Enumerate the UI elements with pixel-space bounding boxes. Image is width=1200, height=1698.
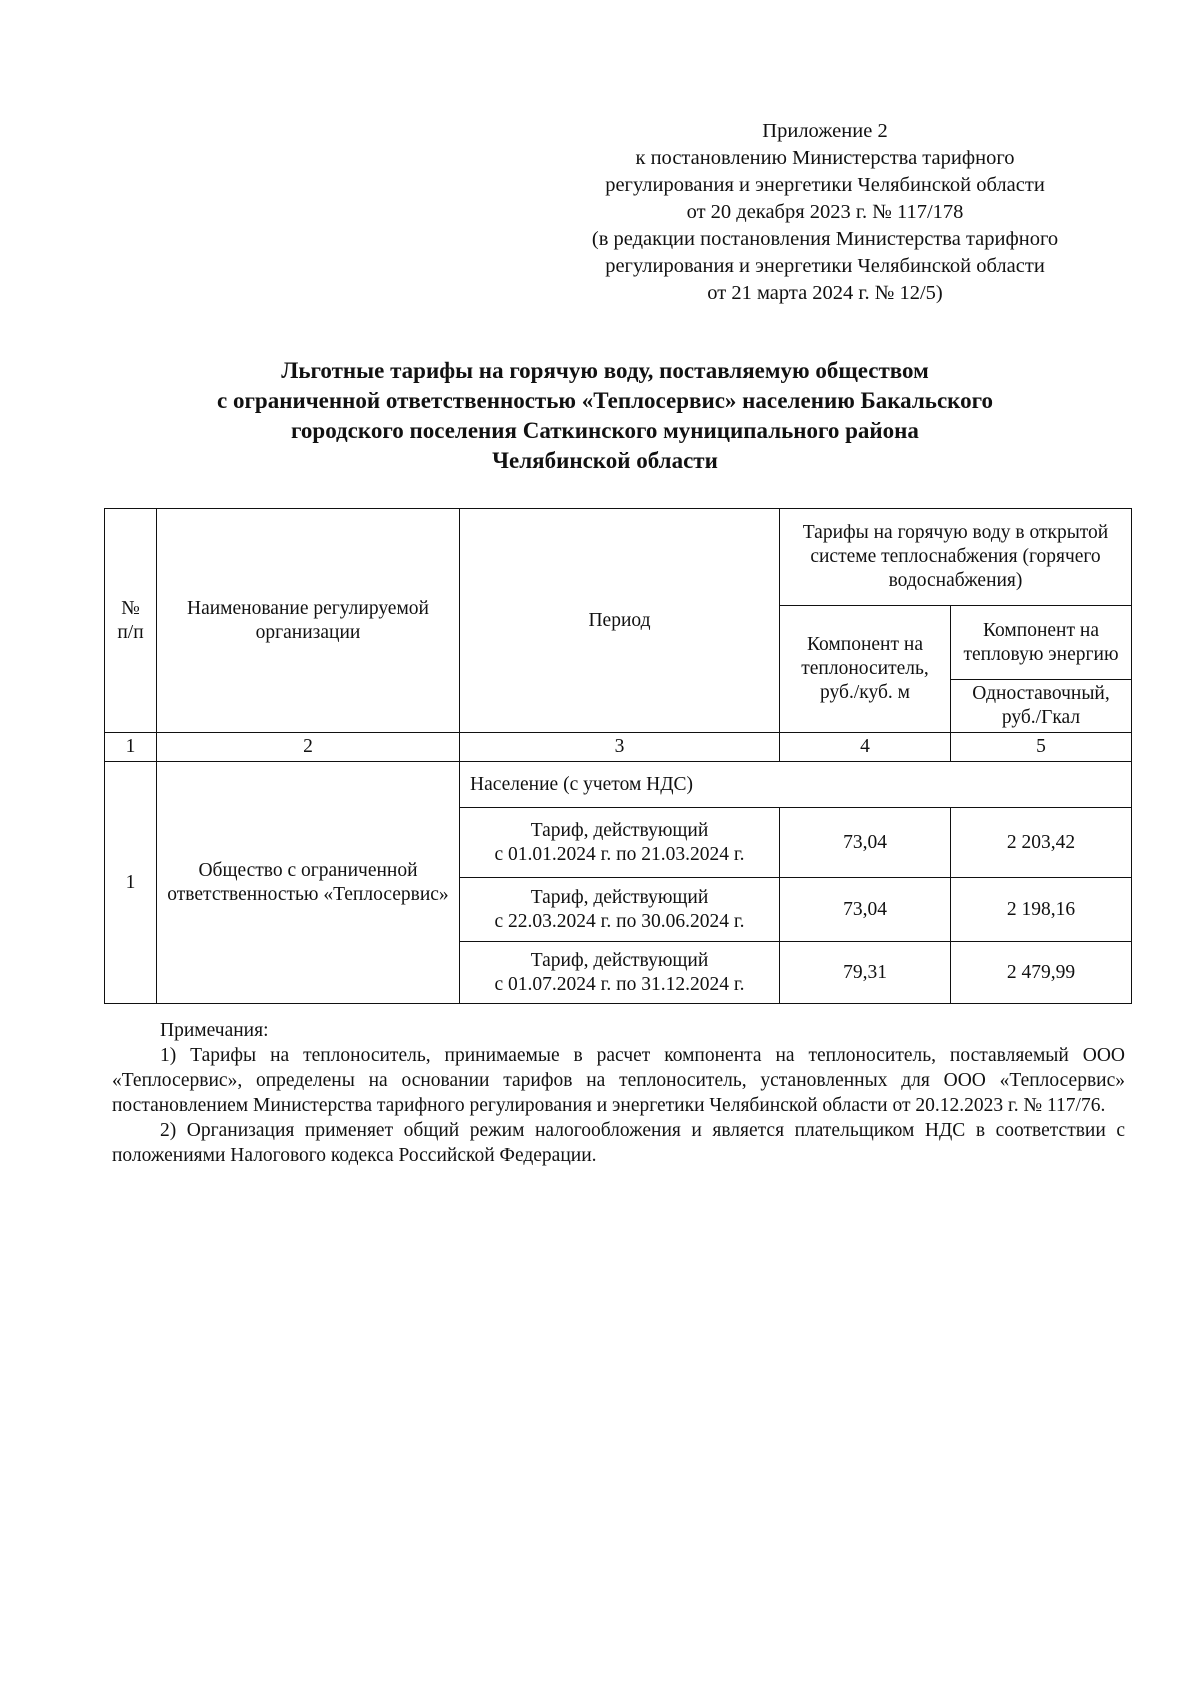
carrier-value: 79,31	[780, 942, 951, 1004]
energy-value: 2 198,16	[951, 878, 1132, 942]
annex-line: от 21 марта 2024 г. № 12/5)	[707, 282, 943, 304]
notes-heading: Примечания:	[160, 1020, 269, 1041]
carrier-value: 73,04	[780, 878, 951, 942]
col-number: 3	[460, 733, 780, 762]
period-cell	[460, 942, 780, 1004]
annex-line: регулирования и энергетики Челябинской области	[605, 174, 1045, 196]
col-number: 5	[951, 733, 1132, 762]
period-line: Тариф, действующий	[530, 886, 709, 908]
header-carrier: Компонент на теплоноситель, руб./куб. м	[780, 606, 951, 733]
header-org: Наименование регулируемой организации	[157, 509, 460, 733]
annex-line: от 20 декабря 2023 г. № 117/178	[686, 201, 964, 223]
carrier-value: 73,04	[780, 808, 951, 878]
period-line: с 01.07.2024 г. по 31.12.2024 г.	[494, 973, 745, 995]
header-no: № п/п	[105, 509, 157, 733]
col-number: 1	[105, 733, 157, 762]
title-line: с ограниченной ответственностью «Теплосервис» населению Бакальского	[217, 388, 993, 413]
annex-line: к постановлению Министерства тарифного	[635, 147, 1015, 169]
period-cell	[460, 878, 780, 942]
note-item: 2) Организация применяет общий режим налогообложения и является плательщиком НДС в соответствии с положениями Налогового кодекса Российской Федерации.	[112, 1120, 1125, 1166]
energy-value: 2 479,99	[951, 942, 1132, 1004]
period-line: с 22.03.2024 г. по 30.06.2024 г.	[494, 910, 745, 932]
header-energy-sub: Одноставочный, руб./Гкал	[951, 680, 1132, 733]
annex-header	[520, 118, 1130, 307]
col-number: 4	[780, 733, 951, 762]
col-number: 2	[157, 733, 460, 762]
note-item: 1) Тарифы на теплоноситель, принимаемые в расчет компонента на теплоноситель, поставляемый ООО «Теплосервис», определены на основании тарифов на теплоноситель, установленных для ООО «Теплосервис» постановлением Министерства тарифного регулирования и энергетики Челябинской области от 20.12.2023 г. № 117/76.	[112, 1045, 1125, 1116]
section-label: Население (с учетом НДС)	[460, 762, 1132, 808]
period-cell	[460, 808, 780, 878]
period-line: с 01.01.2024 г. по 21.03.2024 г.	[494, 843, 745, 865]
annex-line: регулирования и энергетики Челябинской области	[605, 255, 1045, 277]
period-line: Тариф, действующий	[530, 819, 709, 841]
energy-value: 2 203,42	[951, 808, 1132, 878]
row-number: 1	[105, 762, 157, 1004]
header-energy: Компонент на тепловую энергию	[951, 606, 1132, 680]
title-line: городского поселения Саткинского муниципального района	[291, 418, 919, 443]
annex-line: (в редакции постановления Министерства тарифного	[591, 228, 1059, 250]
title-line: Льготные тарифы на горячую воду, поставляемую обществом	[281, 358, 929, 383]
header-period: Период	[460, 509, 780, 733]
header-tariff-group: Тарифы на горячую воду в открытой системе теплоснабжения (горячего водоснабжения)	[780, 509, 1132, 606]
document-title	[100, 356, 1110, 476]
period-line: Тариф, действующий	[530, 949, 709, 971]
title-line: Челябинской области	[492, 448, 718, 473]
notes-section	[112, 1018, 1125, 1168]
annex-line: Приложение 2	[762, 120, 888, 142]
org-name: Общество с ограниченной ответственностью «Теплосервис»	[157, 762, 460, 1004]
tariff-table	[104, 508, 1132, 1004]
